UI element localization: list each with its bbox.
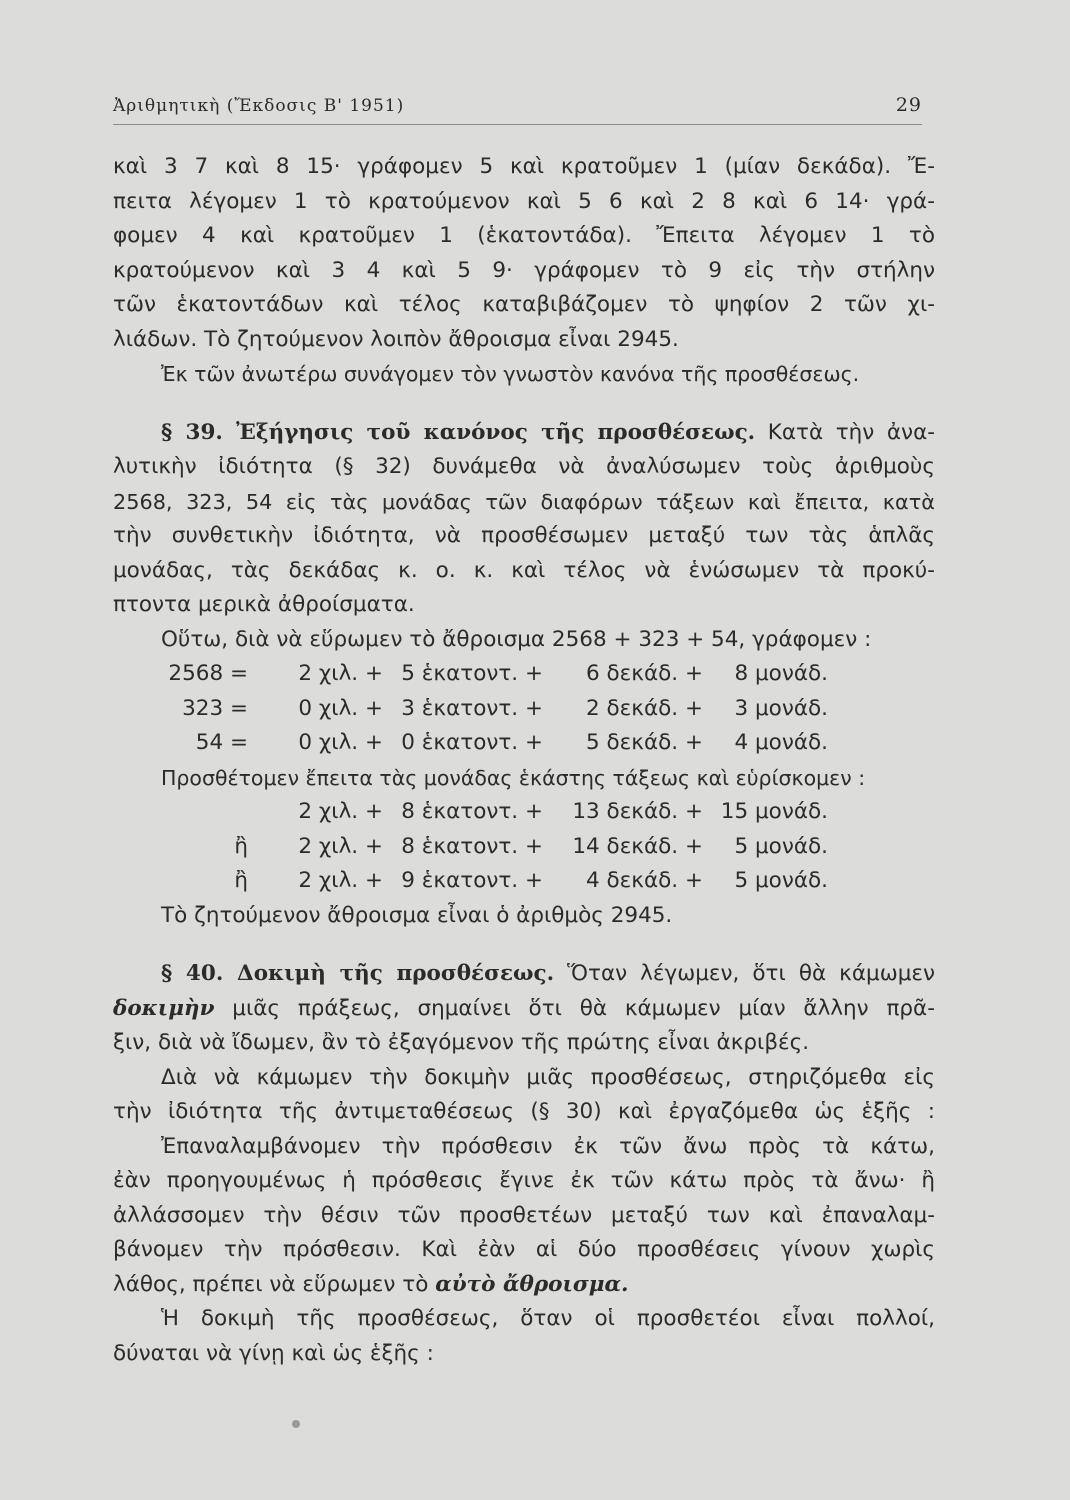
text-span: μιᾶς πράξεως, σημαίνει ὅτι θὰ κάμωμεν μίαν ἄλλην πρᾶ-: [232, 995, 935, 1021]
emphasis-word: δοκιμὴν: [113, 995, 215, 1021]
table-cell: 5 μονάδ.: [734, 833, 828, 859]
table-cell: 5 δεκάδ. +: [586, 730, 703, 755]
text-line: Ἐκ τῶν ἀνωτέρω συνάγομεν τὸν γνωστὸν κανόνα τῆς προσθέσεως.: [161, 362, 860, 386]
text-span: λάθος, πρέπει νὰ εὕρωμεν τὸ: [113, 1271, 429, 1297]
table-cell: 3 μονάδ.: [734, 695, 828, 721]
running-header: [113, 92, 922, 125]
table-cell: ἢ: [234, 833, 248, 859]
text-line: Ἡ δοκιμὴ τῆς προσθέσεως, ὅταν οἱ προσθετέοι εἶναι πολλοί,: [161, 1306, 935, 1331]
text-line: δύναται νὰ γίνῃ καὶ ὡς ἑξῆς :: [113, 1340, 434, 1366]
table-cell: 14 δεκάδ. +: [572, 833, 703, 859]
text-line: πτοντα μερικὰ ἀθροίσματα.: [113, 592, 415, 617]
table-cell: 2 χιλ. +: [298, 661, 383, 686]
text-line: πειτα λέγομεν 1 τὸ κρατούμενον καὶ 5 6 καὶ 2 8 καὶ 6 14· γρά-: [113, 188, 935, 214]
table-cell: 0 χιλ. +: [298, 695, 383, 721]
spacer: [113, 392, 935, 416]
table-row: [83, 726, 935, 761]
table-cell: 323 =: [182, 695, 248, 721]
section-39-text: Κατὰ τὴν ἀνα-: [767, 419, 935, 445]
text-line: Τὸ ζητούμενον ἄθροισμα εἶναι ὁ ἀριθμὸς 2945.: [161, 902, 673, 928]
table-row: [83, 830, 935, 865]
text-line: Διὰ νὰ κάμωμεν τὴν δοκιμὴν μιᾶς προσθέσεως, στηριζόμεθα εἰς: [161, 1064, 935, 1090]
table-cell: 13 δεκάδ. +: [572, 799, 703, 824]
text-line: βάνομεν τὴν πρόσθεσιν. Καὶ ἐὰν αἱ δύο προσθέσεις γίνουν χωρὶς: [113, 1237, 935, 1262]
text-line: [113, 992, 935, 1027]
text-line: τὴν ἰδιότητα τῆς ἀντιμεταθέσεως (§ 30) καὶ ἐργαζόμεθα ὡς ἑξῆς :: [113, 1099, 935, 1124]
text-line: φομεν 4 καὶ κρατοῦμεν 1 (ἑκατοντάδα). Ἔπειτα λέγομεν 1 τὸ: [113, 223, 935, 248]
text-line: τῶν ἑκατοντάδων καὶ τέλος καταβιβάζομεν τὸ ψηφίον 2 τῶν χι-: [113, 292, 935, 317]
section-39-heading: § 39. Ἐξήγησις τοῦ κανόνος τῆς προσθέσεως.: [161, 419, 756, 445]
table-cell: 4 μονάδ.: [734, 730, 828, 755]
text-line: ξιν, διὰ νὰ ἴδωμεν, ἂν τὸ ἐξαγόμενον τῆς πρώτης εἶναι ἀκριβές.: [113, 1030, 810, 1055]
table-cell: 8 μονάδ.: [734, 661, 828, 686]
table-cell: 5 μονάδ.: [734, 868, 828, 893]
table-cell: 9 ἑκατοντ. +: [401, 868, 543, 893]
text-line: καὶ 3 7 καὶ 8 15· γράφομεν 5 καὶ κρατοῦμεν 1 (μίαν δεκάδα). Ἔ-: [113, 154, 935, 179]
table-cell: ἢ: [234, 868, 248, 893]
text-line: Προσθέτομεν ἔπειτα τὰς μονάδας ἑκάστης τάξεως καὶ εὑρίσκομεν :: [161, 765, 866, 790]
paragraph-1: [113, 150, 935, 392]
section-40-text: Ὅταν λέγωμεν, ὅτι θὰ κάμωμεν: [567, 961, 936, 986]
text-line: κρατούμενον καὶ 3 4 καὶ 5 9· γράφομεν τὸ 9 εἰς τὴν στήλην: [113, 257, 935, 283]
table-cell: 2 χιλ. +: [298, 868, 383, 893]
table-cell: 54 =: [195, 730, 248, 755]
table-row: [83, 864, 935, 899]
text-line: [113, 957, 935, 992]
table-cell: 2 χιλ. +: [298, 799, 383, 824]
text-line: [113, 416, 935, 451]
table-cell: 0 χιλ. +: [298, 730, 383, 755]
emphasis-phrase: αὐτὸ ἄθροισμα.: [435, 1271, 629, 1297]
text-line: λιάδων. Τὸ ζητούμενον λοιπὸν ἄθροισμα εἶναι 2945.: [113, 326, 679, 352]
section-40: [113, 957, 935, 1371]
table-cell: 2568 =: [168, 661, 248, 686]
section-39: [113, 416, 935, 934]
text-line: [113, 1268, 935, 1303]
spacer: [113, 933, 935, 957]
text-line: ἀλλάσσομεν τὴν θέσιν τῶν προσθετέων μεταξύ των καὶ ἐπαναλαμ-: [113, 1202, 935, 1228]
table-cell: 5 ἑκατοντ. +: [401, 661, 543, 686]
page-body: [113, 150, 935, 1371]
text-line: 2568, 323, 54 εἰς τὰς μονάδας τῶν διαφόρων τάξεων καὶ ἔπειτα, κατὰ: [113, 489, 935, 514]
table-cell: 2 χιλ. +: [298, 833, 383, 859]
table-cell: 4 δεκάδ. +: [586, 868, 703, 893]
table-cell: 3 ἑκατοντ. +: [401, 695, 543, 721]
table-cell: 2 δεκάδ. +: [586, 695, 703, 721]
table-row: [83, 657, 935, 692]
text-line: ἐὰν προηγουμένως ἡ πρόσθεσις ἔγινε ἐκ τῶν κάτω πρὸς τὰ ἄνω· ἢ: [113, 1168, 935, 1193]
sum-table: [83, 795, 935, 899]
text-line: Οὕτω, διὰ νὰ εὕρωμεν τὸ ἄθροισμα 2568 + 323 + 54, γράφομεν :: [161, 626, 872, 652]
table-cell: 15 μονάδ.: [720, 799, 828, 824]
text-line: Ἐπαναλαμβάνομεν τὴν πρόσθεσιν ἐκ τῶν ἄνω πρὸς τὰ κάτω,: [161, 1133, 935, 1159]
table-row: [83, 692, 935, 727]
table-cell: 8 ἑκατοντ. +: [401, 833, 543, 859]
section-40-heading: § 40. Δοκιμὴ τῆς προσθέσεως.: [161, 961, 555, 986]
table-cell: [83, 795, 248, 830]
text-line: μονάδας, τὰς δεκάδας κ. ο. κ. καὶ τέλος νὰ ἑνώσωμεν τὰ προκύ-: [113, 557, 935, 583]
table-cell: 0 ἑκατοντ. +: [401, 730, 543, 755]
table-cell: 8 ἑκατοντ. +: [401, 799, 543, 824]
table-row: [83, 795, 935, 830]
decomposition-table: [83, 657, 935, 761]
text-line: λυτικὴν ἰδιότητα (§ 32) δυνάμεθα νὰ ἀναλύσωμεν τοὺς ἀριθμοὺς: [113, 454, 935, 479]
header-title: Ἀριθμητικὴ (Ἔκδοσις Β' 1951): [113, 96, 405, 116]
text-line: τὴν συνθετικὴν ἰδιότητα, νὰ προσθέσωμεν μεταξύ των τὰς ἁπλᾶς: [113, 523, 935, 548]
page-number: 29: [895, 94, 922, 116]
table-cell: 6 δεκάδ. +: [586, 661, 703, 686]
ink-speck: [292, 1420, 300, 1428]
